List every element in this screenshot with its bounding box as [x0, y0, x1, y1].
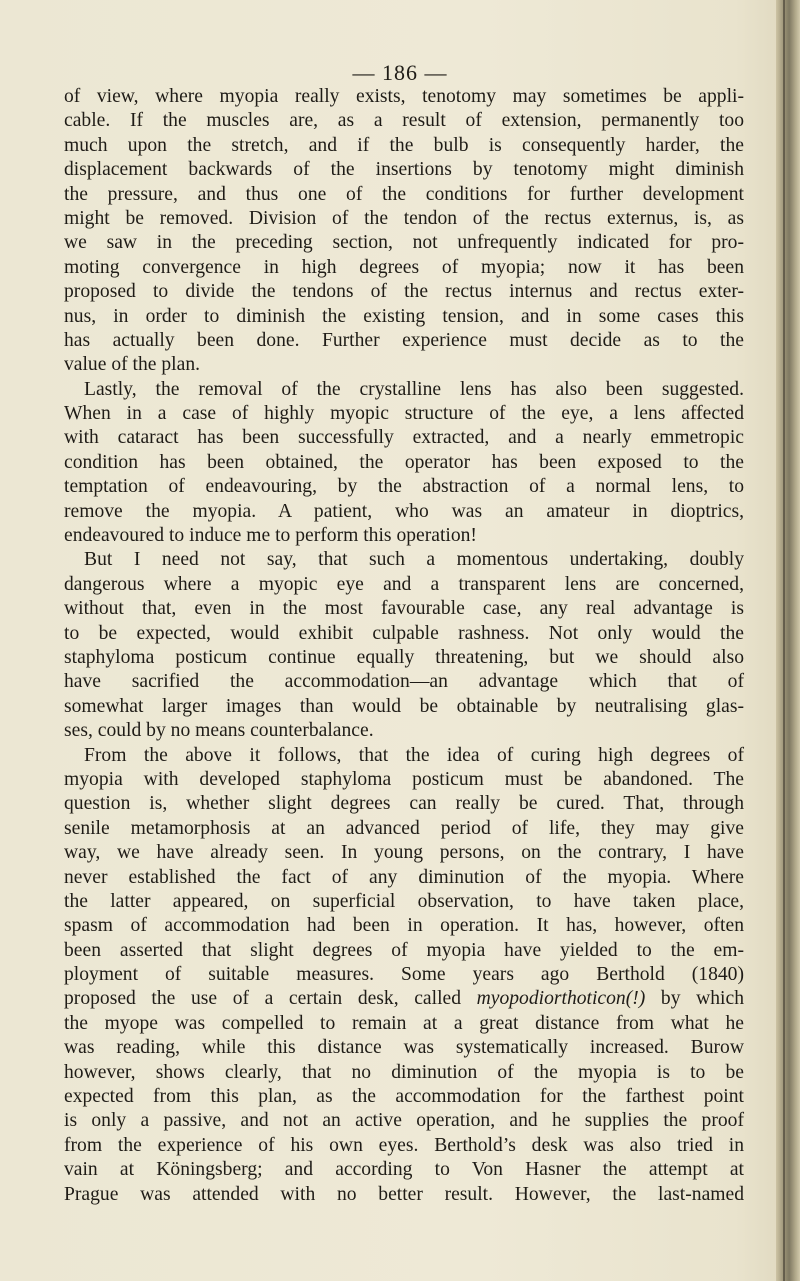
text-line-content: never established the fact of any diminution of the myopia. Where	[64, 866, 744, 888]
text-line	[64, 1061, 744, 1085]
text-line-content: proposed to divide the tendons of the rectus internus and rectus exter-	[64, 281, 744, 303]
text-line	[64, 353, 744, 377]
text-line	[64, 670, 744, 694]
page-edge-line	[783, 0, 785, 1281]
text-line	[64, 695, 744, 719]
text-line-content: temptation of endeavouring, by the abstraction of a normal lens, to	[64, 476, 744, 498]
text-line	[64, 500, 744, 524]
text-line-content: From the above it follows, that the idea of curing high degrees of	[84, 744, 744, 766]
italic-term: myopodiorthoticon(!)	[476, 988, 646, 1010]
text-line	[64, 524, 744, 548]
text-line	[64, 1158, 744, 1182]
text-line	[64, 329, 744, 353]
text-line-content: vain at Köningsberg; and according to Von Hasner the attempt at	[64, 1159, 744, 1181]
text-line-content: nus, in order to diminish the existing tension, and in some cases this	[64, 305, 744, 327]
text-line-content: is only a passive, and not an active operation, and he supplies the proof	[64, 1110, 744, 1132]
text-line	[64, 597, 744, 621]
page-number-text: — 186 —	[352, 60, 448, 85]
text-line-content: value of the plan.	[64, 354, 201, 376]
text-line-content: But I need not say, that such a momentous undertaking, doubly	[84, 549, 744, 571]
text-line	[64, 622, 744, 646]
text-line-content: might be removed. Division of the tendon of the rectus externus, is, as	[64, 207, 744, 229]
text-line-content: When in a case of highly myopic structure of the eye, a lens affected	[64, 403, 744, 425]
text-line	[64, 987, 744, 1011]
text-line-content: been asserted that slight degrees of myopia have yielded to the em-	[64, 939, 744, 961]
text-line	[64, 158, 744, 182]
text-line-content: endeavoured to induce me to perform this operation!	[64, 525, 477, 547]
text-line-content: displacement backwards of the insertions by tenotomy might diminish	[64, 159, 744, 181]
text-line	[64, 378, 744, 402]
text-line-content: we saw in the preceding section, not unfrequently indicated for pro-	[64, 232, 744, 254]
text-line	[64, 548, 744, 572]
text-line-content: moting convergence in high degrees of myopia; now it has been	[64, 256, 744, 278]
body-text	[64, 85, 744, 1207]
text-line-content: have sacrified the accommodation—an advantage which that of	[64, 671, 744, 693]
page-number	[0, 60, 800, 86]
text-line	[64, 719, 744, 743]
text-line-content: dangerous where a myopic eye and a transparent lens are concerned,	[64, 573, 744, 595]
text-line-content: the pressure, and thus one of the conditions for further development	[64, 183, 744, 205]
text-line	[64, 744, 744, 768]
text-line	[64, 963, 744, 987]
text-line	[64, 1085, 744, 1109]
text-line-content: has actually been done. Further experience must decide as to the	[64, 329, 744, 351]
text-line	[64, 183, 744, 207]
text-line-content: without that, even in the most favourable case, any real advantage is	[64, 598, 744, 620]
text-line	[64, 573, 744, 597]
text-line-content: to be expected, would exhibit culpable rashness. Not only would the	[64, 622, 744, 644]
text-line-content: however, shows clearly, that no diminution of the myopia is to be	[64, 1061, 744, 1083]
text-line-content: expected from this plan, as the accommodation for the farthest point	[64, 1086, 744, 1108]
text-line-content: of view, where myopia really exists, tenotomy may sometimes be appli-	[64, 86, 744, 107]
text-line-content: the myope was compelled to remain at a great distance from what he	[64, 1012, 744, 1034]
text-line-content: the latter appeared, on superficial observation, to have taken place,	[64, 890, 744, 912]
text-line	[64, 1012, 744, 1036]
text-line	[64, 768, 744, 792]
text-line	[64, 402, 744, 426]
text-line	[64, 426, 744, 450]
text-line-content: myopia with developed staphyloma posticum must be abandoned. The	[64, 768, 744, 790]
text-line-content: was reading, while this distance was systematically increased. Burow	[64, 1037, 744, 1059]
text-line-content: senile metamorphosis at an advanced period of life, they may give	[64, 817, 744, 839]
text-line	[64, 256, 744, 280]
text-line-content: from the experience of his own eyes. Berthold’s desk was also tried in	[64, 1134, 744, 1156]
text-line	[64, 817, 744, 841]
text-line	[64, 85, 744, 109]
text-line	[64, 231, 744, 255]
text-line-continuation: by which	[645, 988, 744, 1010]
text-line-content: staphyloma posticum continue equally threatening, but we should also	[64, 646, 744, 668]
text-line-content: remove the myopia. A patient, who was an amateur in dioptrics,	[64, 500, 744, 522]
text-line	[64, 866, 744, 890]
text-line	[64, 1109, 744, 1133]
text-line-content: much upon the stretch, and if the bulb is consequently harder, the	[64, 134, 744, 156]
text-line	[64, 134, 744, 158]
text-line-content: spasm of accommodation had been in operation. It has, however, often	[64, 915, 744, 937]
text-line-content: Lastly, the removal of the crystalline lens has also been suggested.	[84, 378, 744, 400]
text-line-content: proposed the use of a certain desk, called	[64, 988, 477, 1010]
text-line	[64, 207, 744, 231]
text-line	[64, 914, 744, 938]
text-line-content: somewhat larger images than would be obtainable by neutralising glas-	[64, 695, 744, 717]
text-line-content: condition has been obtained, the operator has been exposed to the	[64, 451, 744, 473]
text-line	[64, 109, 744, 133]
page-edge-shadow	[776, 0, 800, 1281]
text-line-content: question is, whether slight degrees can really be cured. That, through	[64, 793, 744, 815]
text-line	[64, 1183, 744, 1207]
text-line	[64, 305, 744, 329]
text-line-content: way, we have already seen. In young persons, on the contrary, I have	[64, 842, 744, 864]
text-line-content: ses, could by no means counterbalance.	[64, 720, 374, 742]
text-line-content: ployment of suitable measures. Some years ago Berthold (1840)	[64, 964, 744, 986]
text-line	[64, 451, 744, 475]
text-line-content: with cataract has been successfully extracted, and a nearly emmetropic	[64, 427, 744, 449]
text-line	[64, 939, 744, 963]
text-line	[64, 280, 744, 304]
text-line	[64, 890, 744, 914]
text-line	[64, 646, 744, 670]
text-line	[64, 792, 744, 816]
text-line	[64, 475, 744, 499]
text-line-content: cable. If the muscles are, as a result of extension, permanently too	[64, 110, 744, 132]
text-line	[64, 1036, 744, 1060]
text-line	[64, 1134, 744, 1158]
text-line-content: Prague was attended with no better result. However, the last-named	[64, 1183, 744, 1205]
text-line	[64, 841, 744, 865]
